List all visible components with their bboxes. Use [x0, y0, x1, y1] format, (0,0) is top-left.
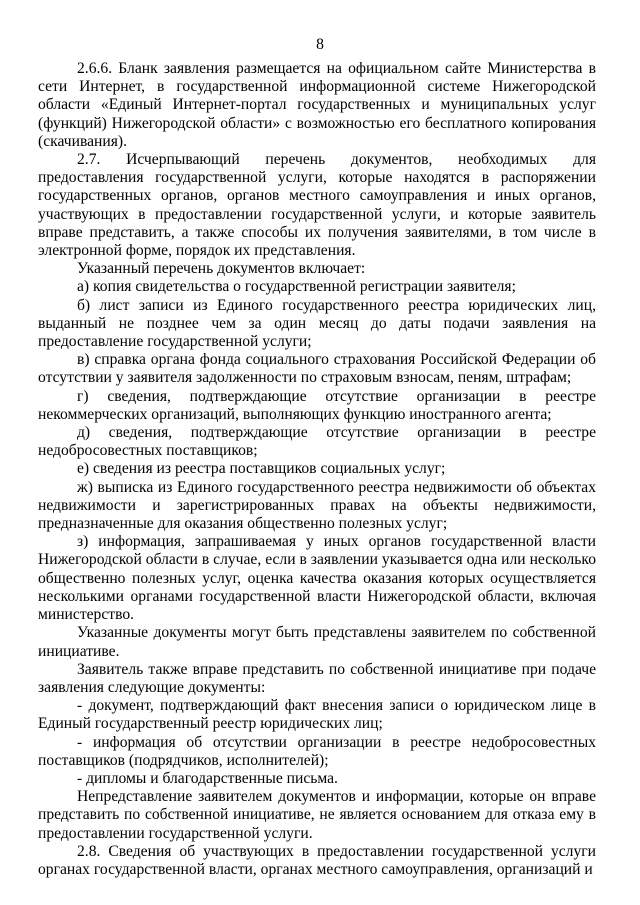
- paragraph-additional-docs-intro: Заявитель также вправе представить по собственной инициативе при подаче заявления следующие документы:: [38, 660, 596, 696]
- list-item-z: з) информация, запрашиваемая у иных органов государственной власти Нижегородской области в случае, если в заявлении указывается одна или несколько общественно полезных услуг, оценка качества оказания которых осуществляется несколькими органами государственной власти Нижегородской области, включая министерство.: [38, 533, 596, 624]
- dash-item-unfair-suppliers: - информация об отсутствии организации в реестре недобросовестных поставщиков (подрядчиков, исполнителей);: [38, 733, 596, 769]
- list-item-zh: ж) выписка из Единого государственного реестра недвижимости об объектах недвижимости и зарегистрированных правах на объекты недвижимости, предназначенные для оказания общественно полезных услуг;: [38, 478, 596, 533]
- paragraph-2-7: 2.7. Исчерпывающий перечень документов, необходимых для предоставления государственной услуги, которые находятся в распоряжении государственных органов, органов местного самоуправления и иных органов, участвующих в предоставлении государственной услуги, и которые заявитель вправе представить, а также способы их получения заявителями, в том числе в электронной форме, порядок их представления.: [38, 151, 596, 260]
- paragraph-own-initiative: Указанные документы могут быть представлены заявителем по собственной инициативе.: [38, 624, 596, 660]
- list-item-e: е) сведения из реестра поставщиков социальных услуг;: [77, 460, 446, 478]
- list-item-v: в) справка органа фонда социального страхования Российской Федерации об отсутствии у заявителя задолженности по страховым взносам, пеням, штрафам;: [38, 351, 596, 387]
- list-item-d: д) сведения, подтверждающие отсутствие организации в реестре недобросовестных поставщиков;: [38, 424, 596, 460]
- page-number: 8: [316, 36, 324, 53]
- dash-item-diplomas: - дипломы и благодарственные письма.: [77, 769, 338, 787]
- paragraph-2-8: 2.8. Сведения об участвующих в предоставлении государственной услуги органах государственной власти, органах местного самоуправления, организаций и: [38, 842, 596, 878]
- document-body: [38, 60, 596, 879]
- paragraph-non-submission: Непредставление заявителем документов и информации, которые он вправе представить по собственной инициативе, не является основанием для отказа ему в предоставлении государственной услуги.: [38, 788, 596, 842]
- list-item-b: б) лист записи из Единого государственного реестра юридических лиц, выданный не позднее чем за один месяц до даты подачи заявления на предоставление государственной услуги;: [38, 296, 596, 351]
- dash-item-egrul: - документ, подтверждающий факт внесения записи о юридическом лице в Единый государственный реестр юридических лиц;: [38, 697, 596, 733]
- paragraph-2-6-6: 2.6.6. Бланк заявления размещается на официальном сайте Министерства в сети Интернет, в государственной информационной системе Нижегородской области «Единый Интернет-портал государственных и муниципальных услуг (функций) Нижегородской области» с возможностью его бесплатного копирования (скачивания).: [38, 60, 596, 150]
- list-item-a: а) копия свидетельства о государственной регистрации заявителя;: [77, 278, 516, 296]
- list-item-g: г) сведения, подтверждающие отсутствие организации в реестре некоммерческих организаций, выполняющих функцию иностранного агента;: [38, 387, 596, 423]
- paragraph-list-intro: Указанный перечень документов включает:: [77, 260, 366, 278]
